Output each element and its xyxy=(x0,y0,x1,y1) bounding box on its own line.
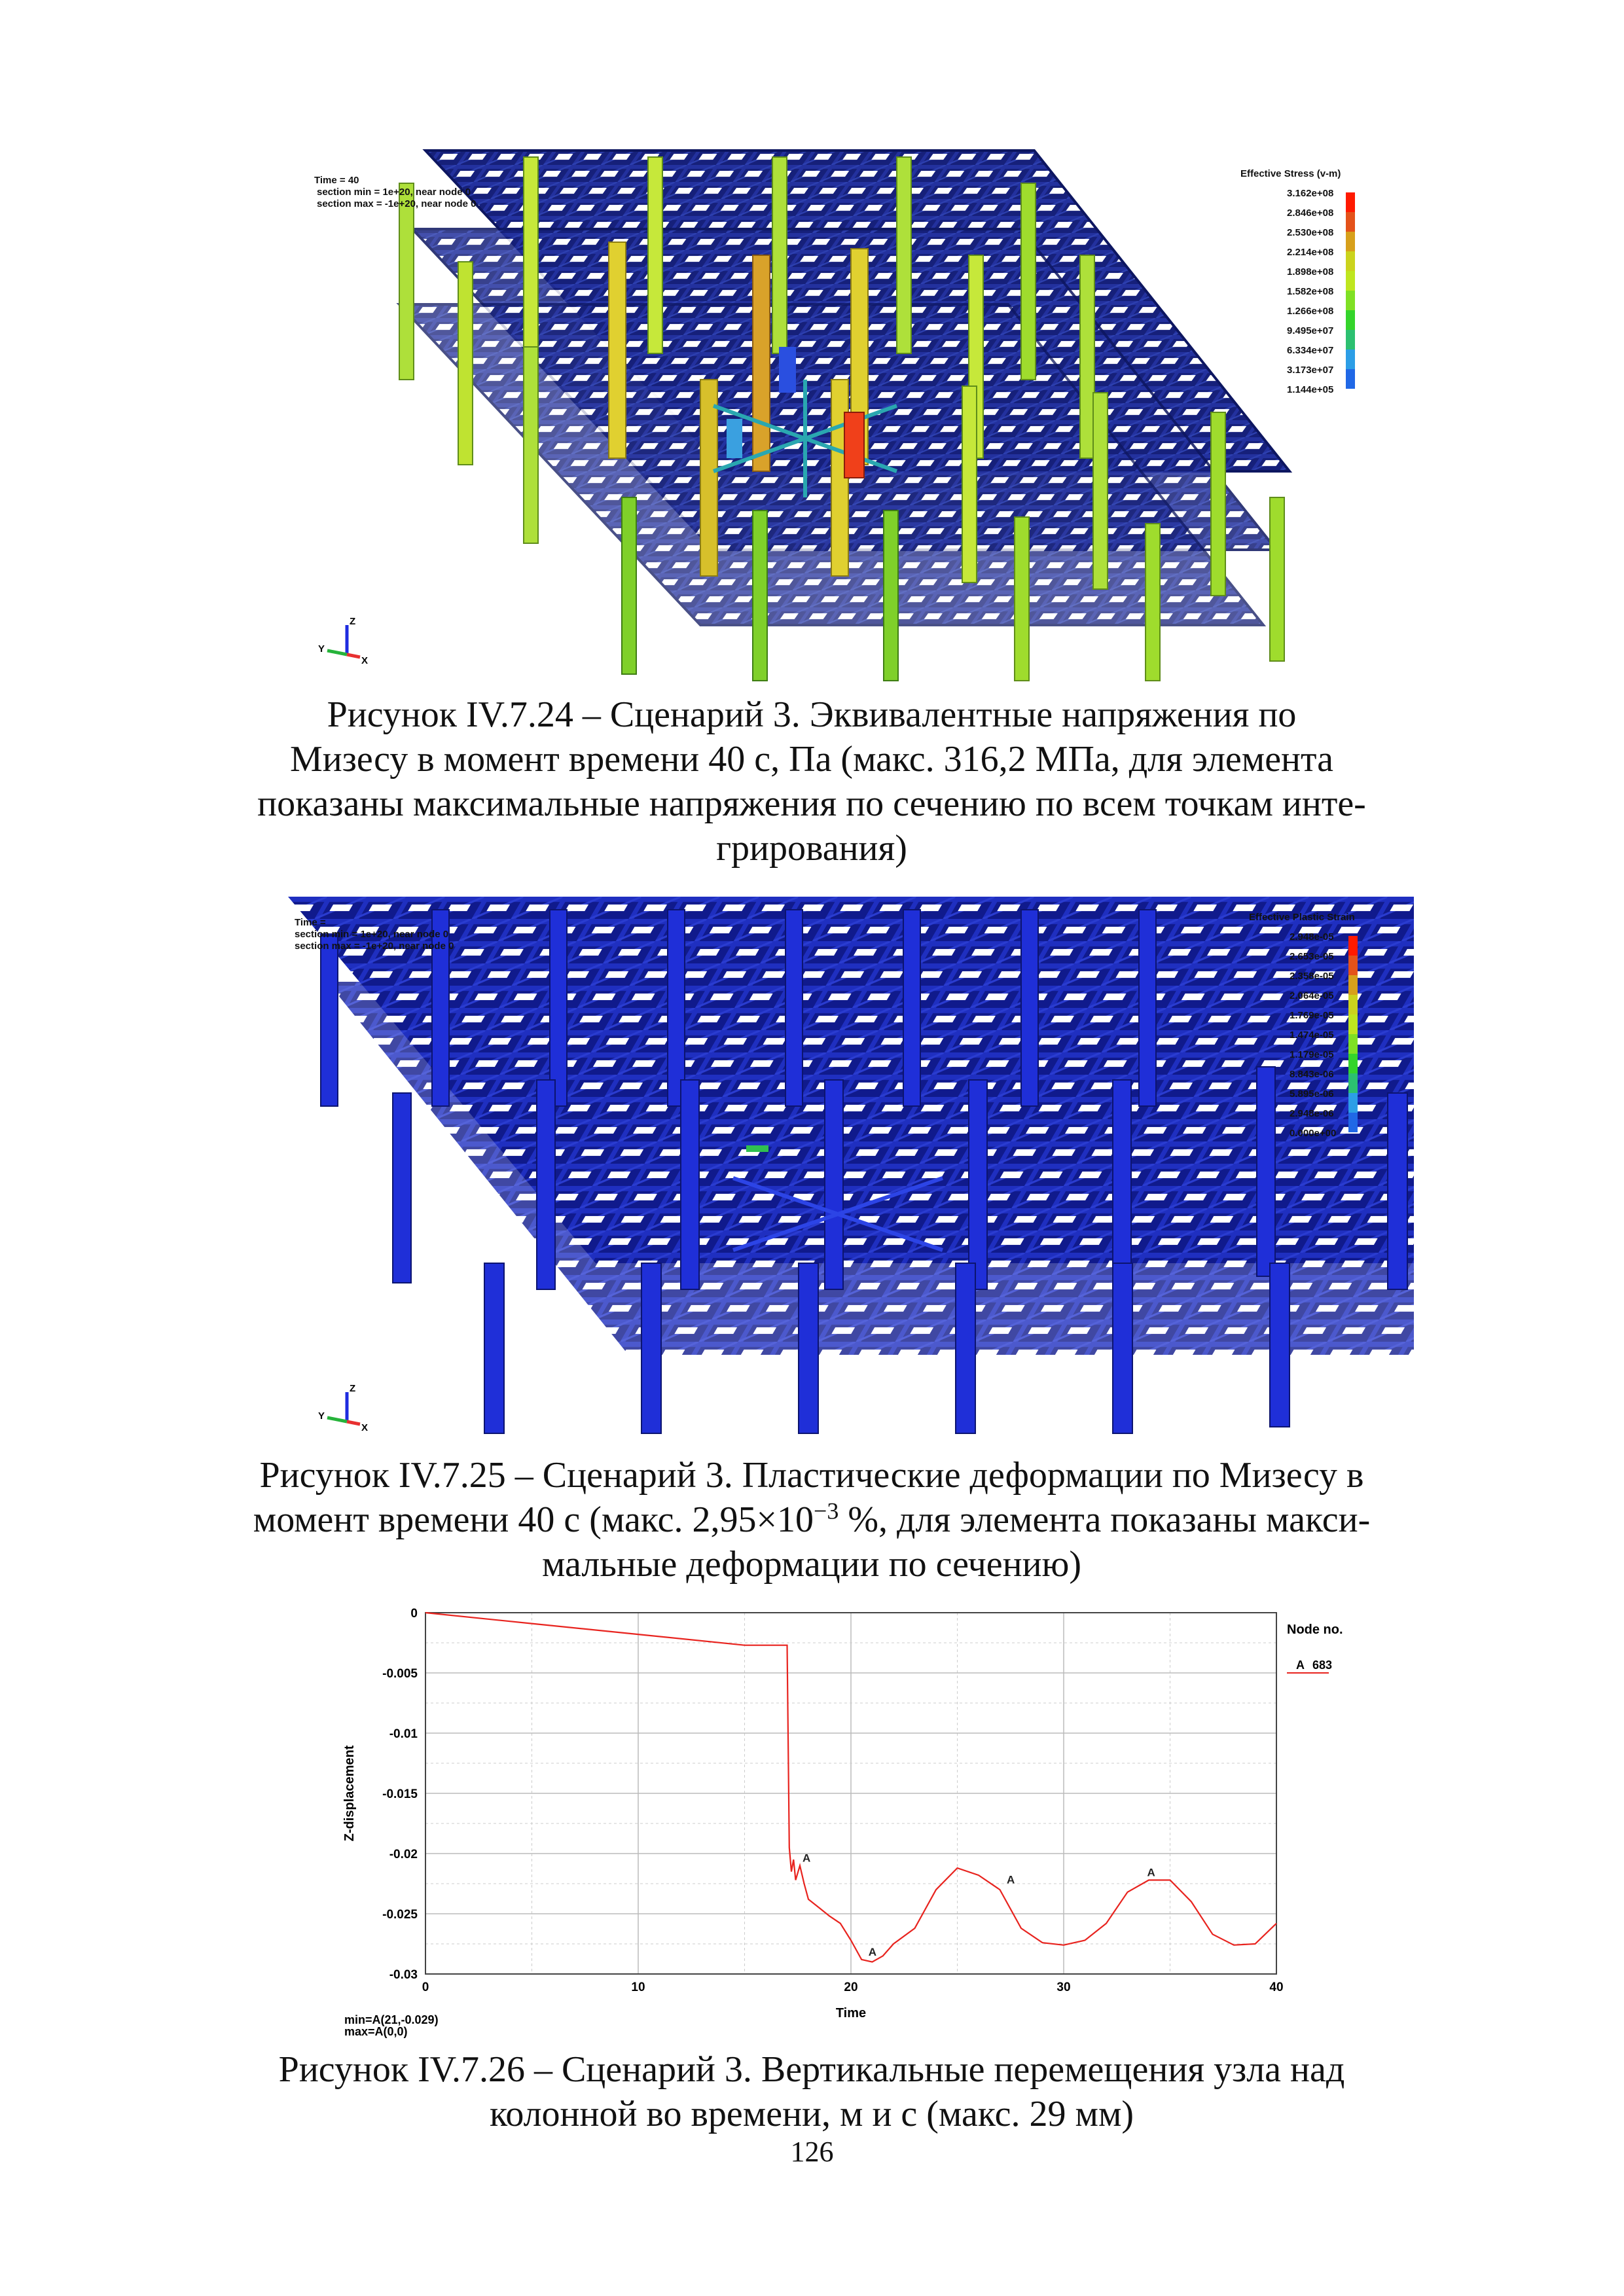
legend-value: 1.898e+08 xyxy=(1287,266,1334,278)
axis-x-label: X xyxy=(361,655,369,666)
series-marker-label: A xyxy=(1147,1866,1155,1879)
x-tick-label: 0 xyxy=(422,1981,429,1994)
legend-value: 3.162e+08 xyxy=(1287,188,1334,199)
caption-line: колонной во времени, м и с (макс. 29 мм) xyxy=(489,2094,1134,2134)
legend-swatch xyxy=(1348,1073,1358,1093)
legend-value: 2.846e+08 xyxy=(1287,207,1334,219)
footer-max: max=A(0,0) xyxy=(344,2025,408,2038)
legend-swatch xyxy=(1348,1054,1358,1073)
info-section-min: section min = 1e+20, near node 0 xyxy=(317,187,471,198)
legend-title: Node no. xyxy=(1287,1623,1343,1637)
legend-swatch xyxy=(1346,310,1355,330)
legend-swatch xyxy=(1346,369,1355,389)
chart-ticks xyxy=(382,1607,1283,1994)
legend-value: 8.843e-06 xyxy=(1290,1069,1334,1080)
legend-value: 9.495e+07 xyxy=(1287,325,1334,336)
y-tick-label: 0 xyxy=(410,1607,418,1621)
chart-grid xyxy=(425,1613,1276,1974)
chart-svg xyxy=(327,1597,1348,2049)
x-tick-label: 30 xyxy=(1056,1981,1071,1994)
series-markers xyxy=(803,1852,1155,1958)
axis-y-label: Y xyxy=(318,1410,325,1422)
y-tick-label: -0.025 xyxy=(382,1908,418,1922)
series-marker-label: A xyxy=(803,1852,811,1865)
axis-triad xyxy=(318,616,368,666)
info-time: Time = 40 xyxy=(314,175,359,186)
legend-swatch xyxy=(1346,212,1355,232)
legend-title: Effective Plastic Strain xyxy=(1249,912,1355,923)
series-marker-label: A xyxy=(868,1945,877,1958)
y-tick-label: -0.005 xyxy=(382,1667,418,1681)
y-tick-label: -0.03 xyxy=(389,1968,418,1982)
legend-swatch xyxy=(1348,936,1358,956)
caption-line: Рисунок IV.7.26 – Сценарий 3. Вертикальные перемещения узла над xyxy=(278,2049,1345,2090)
legend-value: 2.948e-05 xyxy=(1290,931,1334,942)
legend-value: 1.769e-05 xyxy=(1290,1010,1334,1021)
y-tick-label: -0.02 xyxy=(389,1848,418,1861)
legend-value: 1.474e-05 xyxy=(1290,1030,1334,1041)
axis-y-label: Y xyxy=(318,643,325,655)
y-axis-label: Z-displacement xyxy=(342,1745,357,1842)
legend-value: 1.144e+05 xyxy=(1287,384,1334,395)
figure-strain-model xyxy=(288,897,1414,1446)
caption-line: момент времени 40 с (макс. $2,95\times 10^{-3}$ %, для элемента показаны макси- xyxy=(253,1498,1371,1540)
legend-marker-label: A xyxy=(1296,1659,1305,1672)
structure-floors xyxy=(288,897,1414,1355)
axis-z-label: Z xyxy=(350,616,356,627)
legend-title: Effective Stress (v-m) xyxy=(1240,168,1341,179)
info-section-min: section min = 1e+20, near node 0 xyxy=(295,929,449,940)
figure2-caption xyxy=(196,1453,1427,1587)
info-section-max: section max = -1e+20, near node 0 xyxy=(295,941,454,952)
y-tick-label: -0.01 xyxy=(389,1727,418,1741)
caption-line: Рисунок IV.7.24 – Сценарий 3. Эквивалентные напряжения по xyxy=(327,694,1297,735)
legend-entry xyxy=(1287,1659,1332,1673)
x-axis-label: Time xyxy=(835,2006,867,2020)
figure3-caption xyxy=(196,2047,1427,2136)
axis-x-label: X xyxy=(361,1422,369,1433)
axis-z-label: Z xyxy=(350,1383,356,1394)
caption-line: грирования) xyxy=(716,828,907,869)
legend-value: 2.214e+08 xyxy=(1287,247,1334,258)
legend-swatch xyxy=(1346,251,1355,271)
legend-swatch xyxy=(1348,975,1358,995)
info-time: Time = xyxy=(295,917,326,928)
series-marker-label: A xyxy=(1007,1873,1015,1886)
legend-swatch xyxy=(1348,1034,1358,1054)
y-tick-label: -0.015 xyxy=(382,1787,418,1801)
legend-swatch xyxy=(1346,330,1355,350)
footer-min: min=A(21,-0.029) xyxy=(344,2013,439,2026)
caption-line: Мизесу в момент времени 40 с, Па (макс. 316,2 МПа, для элемента xyxy=(289,739,1334,780)
legend-value: 2.358e-05 xyxy=(1290,971,1334,982)
legend-value: 6.334e+07 xyxy=(1287,345,1334,356)
stress-model-svg xyxy=(308,131,1381,687)
legend-value: 5.895e-06 xyxy=(1290,1088,1334,1100)
legend-value: 1.266e+08 xyxy=(1287,306,1334,317)
legend-value: 3.173e+07 xyxy=(1287,365,1334,376)
legend-swatch xyxy=(1346,192,1355,212)
legend-value: 1.582e+08 xyxy=(1287,286,1334,297)
legend-swatch xyxy=(1348,956,1358,975)
legend-swatch xyxy=(1348,1014,1358,1034)
x-tick-label: 20 xyxy=(844,1981,858,1994)
legend-swatch xyxy=(1346,291,1355,310)
legend-swatch xyxy=(1346,232,1355,251)
x-tick-label: 10 xyxy=(631,1981,645,1994)
figure-stress-model xyxy=(308,131,1381,687)
legend-value: 2.064e-05 xyxy=(1290,990,1334,1001)
legend-swatch xyxy=(1348,995,1358,1014)
axis-triad xyxy=(318,1383,368,1433)
legend-swatch xyxy=(1346,350,1355,369)
legend-swatch xyxy=(1348,1113,1358,1132)
stress-legend xyxy=(1287,188,1355,395)
strain-model-svg xyxy=(288,897,1414,1446)
figure-displacement-chart xyxy=(327,1597,1348,2049)
caption-line: показаны максимальные напряжения по сечению по всем точкам инте- xyxy=(257,783,1366,824)
legend-value: 0.000e+00 xyxy=(1290,1128,1337,1139)
legend-value: 2.948e-06 xyxy=(1290,1108,1334,1119)
figure1-caption xyxy=(196,692,1427,870)
caption-line: Рисунок IV.7.25 – Сценарий 3. Пластические деформации по Мизесу в xyxy=(259,1455,1364,1496)
legend-swatch xyxy=(1348,1093,1358,1113)
legend-series-name: 683 xyxy=(1312,1659,1333,1672)
caption-line: мальные деформации по сечению) xyxy=(541,1544,1082,1585)
legend-swatch xyxy=(1346,271,1355,291)
x-tick-label: 40 xyxy=(1269,1981,1284,1994)
legend-value: 2.530e+08 xyxy=(1287,227,1334,238)
legend-value: 1.179e-05 xyxy=(1290,1049,1334,1060)
info-section-max: section max = -1e+20, near node 0 xyxy=(317,198,477,209)
legend-value: 2.653e-05 xyxy=(1290,951,1334,962)
page-number: 126 xyxy=(790,2136,834,2168)
